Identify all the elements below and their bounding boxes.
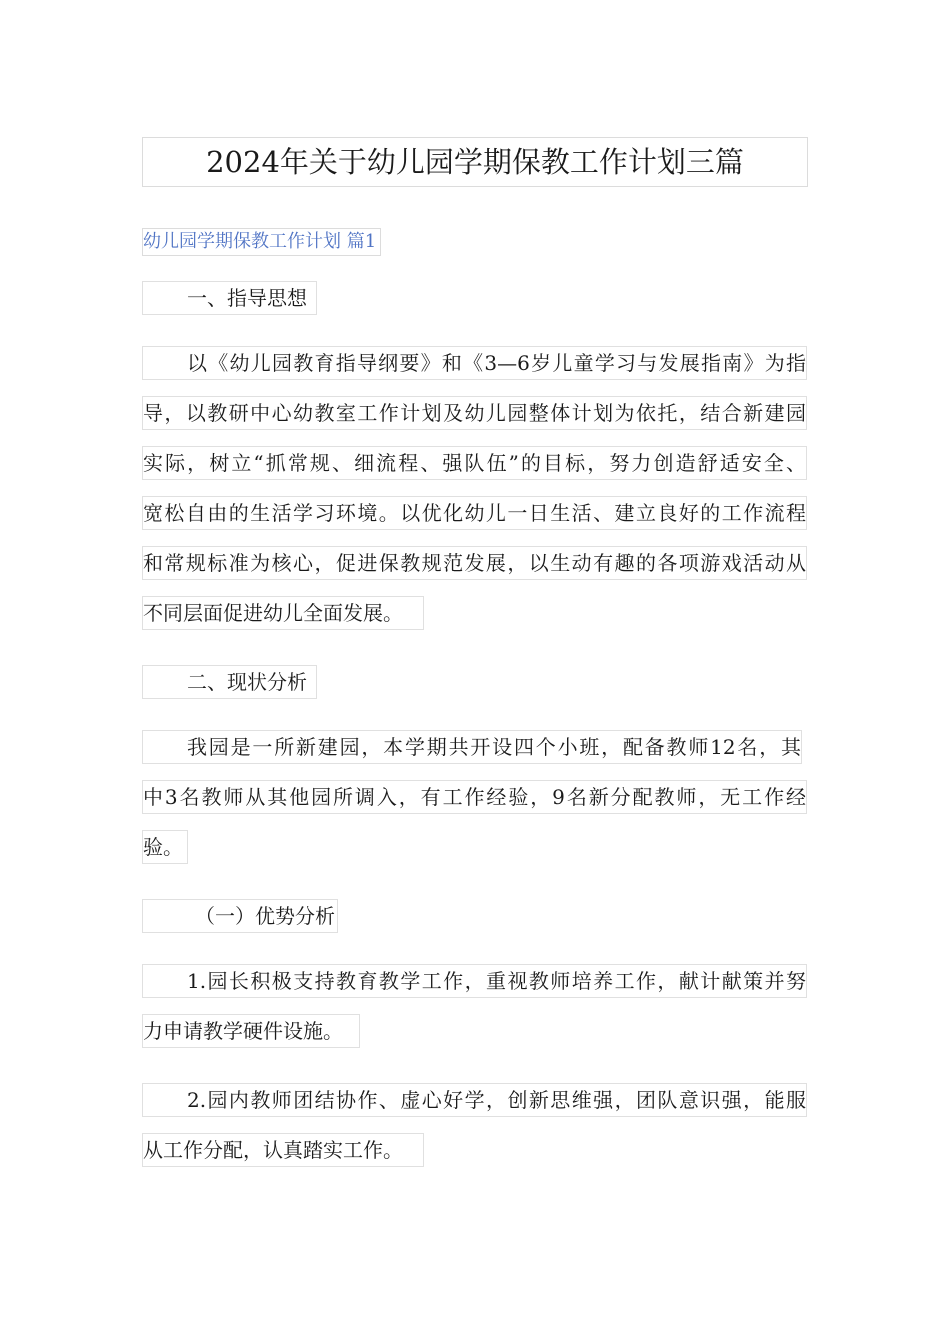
list-item-line: 从工作分配，认真踏实工作。 [142, 1133, 424, 1167]
paragraph-line: 以《幼儿园教育指导纲要》和《3—6岁儿童学习与发展指南》为指 [142, 346, 807, 380]
section-heading-guiding-ideology: 一、指导思想 [142, 281, 317, 315]
paragraph-line: 宽松自由的生活学习环境。以优化幼儿一日生活、建立良好的工作流程 [142, 496, 807, 530]
paragraph-line: 实际，树立“抓常规、细流程、强队伍”的目标，努力创造舒适安全、 [142, 446, 807, 480]
paragraph-line: 和常规标准为核心，促进保教规范发展，以生动有趣的各项游戏活动从 [142, 546, 807, 580]
section-subtitle-link[interactable]: 幼儿园学期保教工作计划 篇1 [142, 228, 381, 256]
list-item-line: 力申请教学硬件设施。 [142, 1014, 360, 1048]
subsection-heading-advantages: （一）优势分析 [142, 899, 338, 933]
document-title: 2024年关于幼儿园学期保教工作计划三篇 [142, 137, 808, 187]
list-item-line: 1.园长积极支持教育教学工作，重视教师培养工作，献计献策并努 [142, 964, 807, 998]
list-item-line: 2.园内教师团结协作、虚心好学，创新思维强，团队意识强，能服 [142, 1083, 807, 1117]
paragraph-line: 我园是一所新建园，本学期共开设四个小班，配备教师12名，其 [142, 730, 802, 764]
paragraph-line: 验。 [142, 830, 188, 864]
paragraph-line: 导，以教研中心幼教室工作计划及幼儿园整体计划为依托，结合新建园 [142, 396, 807, 430]
paragraph-line: 不同层面促进幼儿全面发展。 [142, 596, 424, 630]
section-heading-status-analysis: 二、现状分析 [142, 665, 317, 699]
paragraph-line: 中3名教师从其他园所调入，有工作经验，9名新分配教师，无工作经 [142, 780, 807, 814]
